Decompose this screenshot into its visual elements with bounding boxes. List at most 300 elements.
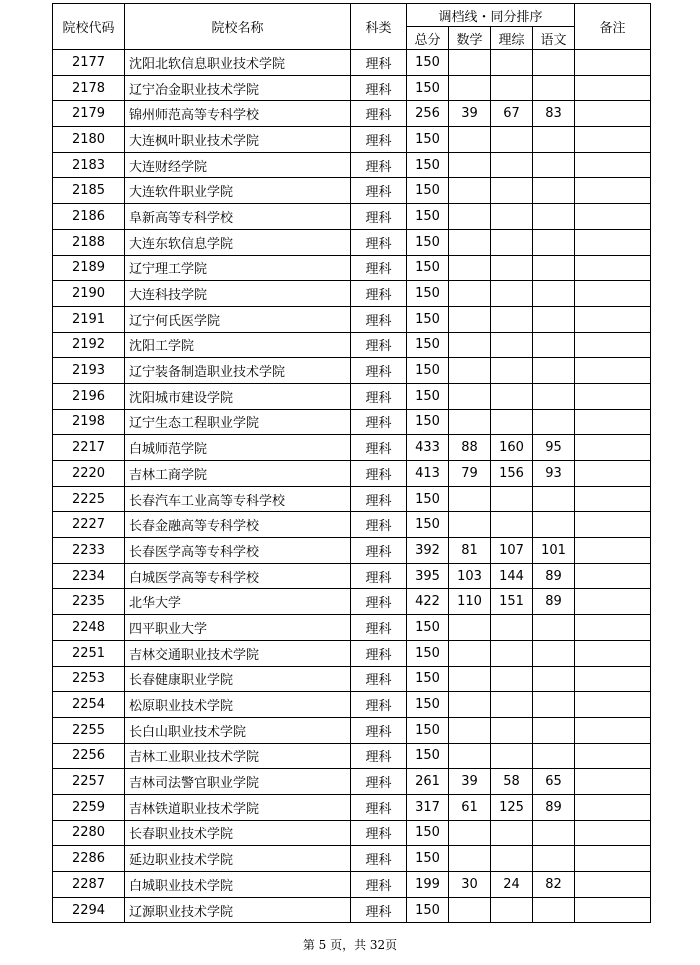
cell-type: 理科 <box>351 435 407 461</box>
cell-name: 吉林司法警官职业学院 <box>125 769 351 795</box>
cell-name: 白城师范学院 <box>125 435 351 461</box>
cell-code: 2248 <box>53 615 125 641</box>
cell-chinese <box>533 50 575 76</box>
cell-type: 理科 <box>351 717 407 743</box>
cell-code: 2255 <box>53 717 125 743</box>
cell-code: 2193 <box>53 358 125 384</box>
cell-name: 大连科技学院 <box>125 281 351 307</box>
cell-sci: 144 <box>491 563 533 589</box>
cell-chinese <box>533 640 575 666</box>
cell-name: 四平职业大学 <box>125 615 351 641</box>
cell-math <box>449 152 491 178</box>
table-row <box>53 75 651 101</box>
table-row <box>53 229 651 255</box>
cell-code: 2177 <box>53 50 125 76</box>
cell-total: 150 <box>407 897 449 923</box>
cell-note <box>575 50 651 76</box>
cell-sci <box>491 152 533 178</box>
cell-name: 松原职业技术学院 <box>125 692 351 718</box>
cell-note <box>575 229 651 255</box>
cell-name: 沈阳工学院 <box>125 332 351 358</box>
cell-math: 103 <box>449 563 491 589</box>
cell-total: 150 <box>407 409 449 435</box>
header-score-group: 调档线・同分排序 <box>407 4 575 27</box>
header-type: 科类 <box>351 4 407 50</box>
cell-code: 2179 <box>53 101 125 127</box>
cell-note <box>575 538 651 564</box>
cell-sci <box>491 358 533 384</box>
header-total: 总分 <box>407 27 449 50</box>
cell-chinese <box>533 692 575 718</box>
table-row <box>53 152 651 178</box>
cell-total: 433 <box>407 435 449 461</box>
cell-note <box>575 872 651 898</box>
cell-name: 辽源职业技术学院 <box>125 897 351 923</box>
cell-code: 2235 <box>53 589 125 615</box>
cell-chinese: 89 <box>533 589 575 615</box>
cell-math <box>449 50 491 76</box>
cell-name: 北华大学 <box>125 589 351 615</box>
cell-math <box>449 383 491 409</box>
cell-name: 大连枫叶职业技术学院 <box>125 127 351 153</box>
cell-code: 2192 <box>53 332 125 358</box>
table-row <box>53 127 651 153</box>
cell-chinese <box>533 486 575 512</box>
cell-note <box>575 794 651 820</box>
cell-math <box>449 512 491 538</box>
cell-code: 2185 <box>53 178 125 204</box>
cell-math: 79 <box>449 461 491 487</box>
cell-note <box>575 435 651 461</box>
cell-math <box>449 615 491 641</box>
cell-note <box>575 306 651 332</box>
cell-math <box>449 666 491 692</box>
cell-name: 大连软件职业学院 <box>125 178 351 204</box>
cell-name: 长春医学高等专科学校 <box>125 538 351 564</box>
cell-total: 150 <box>407 229 449 255</box>
cell-total: 150 <box>407 692 449 718</box>
table-row <box>53 820 651 846</box>
cell-sci <box>491 229 533 255</box>
admission-score-table <box>52 3 651 923</box>
cell-name: 大连东软信息学院 <box>125 229 351 255</box>
cell-code: 2256 <box>53 743 125 769</box>
cell-chinese <box>533 717 575 743</box>
cell-math: 61 <box>449 794 491 820</box>
cell-code: 2233 <box>53 538 125 564</box>
cell-total: 150 <box>407 332 449 358</box>
cell-math <box>449 204 491 230</box>
cell-name: 锦州师范高等专科学校 <box>125 101 351 127</box>
cell-name: 辽宁生态工程职业学院 <box>125 409 351 435</box>
cell-chinese: 95 <box>533 435 575 461</box>
cell-note <box>575 589 651 615</box>
cell-math: 39 <box>449 769 491 795</box>
cell-code: 2227 <box>53 512 125 538</box>
cell-chinese <box>533 178 575 204</box>
cell-chinese: 65 <box>533 769 575 795</box>
cell-chinese <box>533 75 575 101</box>
cell-type: 理科 <box>351 50 407 76</box>
cell-type: 理科 <box>351 615 407 641</box>
cell-total: 150 <box>407 75 449 101</box>
header-note: 备注 <box>575 4 651 50</box>
cell-sci <box>491 75 533 101</box>
cell-total: 150 <box>407 306 449 332</box>
cell-note <box>575 75 651 101</box>
cell-math <box>449 743 491 769</box>
cell-name: 沈阳城市建设学院 <box>125 383 351 409</box>
cell-chinese <box>533 743 575 769</box>
cell-total: 150 <box>407 152 449 178</box>
cell-sci <box>491 204 533 230</box>
cell-sci <box>491 281 533 307</box>
cell-total: 150 <box>407 281 449 307</box>
cell-type: 理科 <box>351 486 407 512</box>
header-math: 数学 <box>449 27 491 50</box>
cell-total: 256 <box>407 101 449 127</box>
cell-total: 150 <box>407 486 449 512</box>
cell-note <box>575 127 651 153</box>
cell-name: 辽宁装备制造职业技术学院 <box>125 358 351 384</box>
cell-sci <box>491 486 533 512</box>
cell-total: 199 <box>407 872 449 898</box>
cell-type: 理科 <box>351 152 407 178</box>
table-row <box>53 461 651 487</box>
cell-type: 理科 <box>351 538 407 564</box>
cell-name: 阜新高等专科学校 <box>125 204 351 230</box>
cell-chinese <box>533 820 575 846</box>
cell-sci <box>491 383 533 409</box>
cell-sci: 125 <box>491 794 533 820</box>
cell-chinese <box>533 409 575 435</box>
cell-total: 413 <box>407 461 449 487</box>
cell-note <box>575 101 651 127</box>
cell-sci <box>491 255 533 281</box>
cell-name: 白城医学高等专科学校 <box>125 563 351 589</box>
cell-code: 2280 <box>53 820 125 846</box>
cell-type: 理科 <box>351 306 407 332</box>
cell-total: 150 <box>407 50 449 76</box>
cell-sci <box>491 692 533 718</box>
table-row <box>53 897 651 923</box>
header-code: 院校代码 <box>53 4 125 50</box>
cell-math <box>449 127 491 153</box>
cell-total: 150 <box>407 640 449 666</box>
cell-code: 2287 <box>53 872 125 898</box>
cell-name: 长白山职业技术学院 <box>125 717 351 743</box>
cell-sci: 156 <box>491 461 533 487</box>
cell-type: 理科 <box>351 332 407 358</box>
cell-sci: 151 <box>491 589 533 615</box>
cell-type: 理科 <box>351 255 407 281</box>
cell-sci <box>491 50 533 76</box>
cell-math <box>449 897 491 923</box>
table-row <box>53 178 651 204</box>
cell-sci <box>491 717 533 743</box>
cell-code: 2254 <box>53 692 125 718</box>
cell-note <box>575 152 651 178</box>
cell-code: 2183 <box>53 152 125 178</box>
cell-note <box>575 383 651 409</box>
cell-total: 392 <box>407 538 449 564</box>
cell-total: 150 <box>407 127 449 153</box>
cell-note <box>575 178 651 204</box>
cell-code: 2191 <box>53 306 125 332</box>
page-footer: 第 5 页，共 32页 <box>302 938 398 952</box>
cell-total: 150 <box>407 204 449 230</box>
cell-note <box>575 846 651 872</box>
cell-name: 长春金融高等专科学校 <box>125 512 351 538</box>
cell-sci <box>491 743 533 769</box>
cell-chinese: 93 <box>533 461 575 487</box>
cell-math: 110 <box>449 589 491 615</box>
cell-code: 2259 <box>53 794 125 820</box>
cell-chinese <box>533 358 575 384</box>
table-row <box>53 872 651 898</box>
table-row <box>53 717 651 743</box>
cell-chinese <box>533 512 575 538</box>
cell-note <box>575 717 651 743</box>
cell-math <box>449 281 491 307</box>
table-row <box>53 306 651 332</box>
cell-note <box>575 281 651 307</box>
cell-code: 2196 <box>53 383 125 409</box>
cell-sci <box>491 846 533 872</box>
cell-total: 150 <box>407 255 449 281</box>
cell-type: 理科 <box>351 512 407 538</box>
cell-name: 辽宁何氏医学院 <box>125 306 351 332</box>
cell-total: 150 <box>407 717 449 743</box>
header-sci: 理综 <box>491 27 533 50</box>
cell-name: 长春职业技术学院 <box>125 820 351 846</box>
cell-total: 395 <box>407 563 449 589</box>
cell-type: 理科 <box>351 897 407 923</box>
cell-code: 2257 <box>53 769 125 795</box>
table-row <box>53 769 651 795</box>
cell-total: 150 <box>407 846 449 872</box>
cell-sci: 160 <box>491 435 533 461</box>
cell-note <box>575 640 651 666</box>
cell-chinese <box>533 615 575 641</box>
table-row <box>53 666 651 692</box>
table-header <box>53 4 651 50</box>
cell-sci: 67 <box>491 101 533 127</box>
cell-code: 2189 <box>53 255 125 281</box>
cell-chinese: 82 <box>533 872 575 898</box>
cell-chinese <box>533 229 575 255</box>
cell-math: 39 <box>449 101 491 127</box>
cell-math: 88 <box>449 435 491 461</box>
cell-name: 延边职业技术学院 <box>125 846 351 872</box>
cell-code: 2294 <box>53 897 125 923</box>
cell-type: 理科 <box>351 589 407 615</box>
cell-chinese <box>533 306 575 332</box>
cell-name: 辽宁冶金职业技术学院 <box>125 75 351 101</box>
table-body <box>53 50 651 923</box>
cell-math <box>449 820 491 846</box>
cell-type: 理科 <box>351 794 407 820</box>
cell-math <box>449 306 491 332</box>
cell-code: 2220 <box>53 461 125 487</box>
cell-note <box>575 666 651 692</box>
cell-type: 理科 <box>351 229 407 255</box>
cell-note <box>575 897 651 923</box>
cell-code: 2251 <box>53 640 125 666</box>
cell-total: 261 <box>407 769 449 795</box>
cell-chinese <box>533 255 575 281</box>
cell-type: 理科 <box>351 383 407 409</box>
cell-sci <box>491 332 533 358</box>
cell-type: 理科 <box>351 692 407 718</box>
table-row <box>53 846 651 872</box>
table-row <box>53 383 651 409</box>
cell-chinese <box>533 897 575 923</box>
table-row <box>53 255 651 281</box>
cell-note <box>575 486 651 512</box>
cell-name: 吉林工业职业技术学院 <box>125 743 351 769</box>
cell-total: 317 <box>407 794 449 820</box>
cell-type: 理科 <box>351 178 407 204</box>
table-row <box>53 743 651 769</box>
cell-chinese <box>533 281 575 307</box>
table-row <box>53 332 651 358</box>
table-row <box>53 692 651 718</box>
cell-math <box>449 409 491 435</box>
table-row <box>53 615 651 641</box>
cell-code: 2188 <box>53 229 125 255</box>
cell-type: 理科 <box>351 461 407 487</box>
table-row <box>53 512 651 538</box>
cell-note <box>575 820 651 846</box>
cell-total: 150 <box>407 512 449 538</box>
table-row <box>53 358 651 384</box>
cell-total: 150 <box>407 178 449 204</box>
cell-chinese: 89 <box>533 563 575 589</box>
cell-name: 吉林工商学院 <box>125 461 351 487</box>
cell-note <box>575 332 651 358</box>
cell-math <box>449 717 491 743</box>
table-row <box>53 486 651 512</box>
cell-sci <box>491 127 533 153</box>
cell-total: 422 <box>407 589 449 615</box>
cell-chinese <box>533 152 575 178</box>
cell-code: 2186 <box>53 204 125 230</box>
cell-chinese: 101 <box>533 538 575 564</box>
cell-type: 理科 <box>351 281 407 307</box>
cell-code: 2234 <box>53 563 125 589</box>
table-row <box>53 640 651 666</box>
cell-total: 150 <box>407 743 449 769</box>
table-row <box>53 101 651 127</box>
cell-type: 理科 <box>351 563 407 589</box>
cell-math: 81 <box>449 538 491 564</box>
cell-math <box>449 255 491 281</box>
cell-name: 长春汽车工业高等专科学校 <box>125 486 351 512</box>
table-row <box>53 409 651 435</box>
cell-sci <box>491 512 533 538</box>
cell-chinese <box>533 846 575 872</box>
cell-chinese <box>533 666 575 692</box>
cell-type: 理科 <box>351 666 407 692</box>
cell-math <box>449 358 491 384</box>
cell-total: 150 <box>407 383 449 409</box>
cell-note <box>575 615 651 641</box>
cell-name: 吉林铁道职业技术学院 <box>125 794 351 820</box>
cell-type: 理科 <box>351 101 407 127</box>
table-row <box>53 435 651 461</box>
cell-name: 长春健康职业学院 <box>125 666 351 692</box>
table-row <box>53 794 651 820</box>
cell-type: 理科 <box>351 409 407 435</box>
cell-note <box>575 255 651 281</box>
cell-total: 150 <box>407 358 449 384</box>
cell-sci <box>491 615 533 641</box>
cell-type: 理科 <box>351 872 407 898</box>
cell-sci <box>491 306 533 332</box>
cell-type: 理科 <box>351 820 407 846</box>
cell-note <box>575 461 651 487</box>
table-row <box>53 563 651 589</box>
cell-note <box>575 743 651 769</box>
header-name: 院校名称 <box>125 4 351 50</box>
cell-type: 理科 <box>351 204 407 230</box>
cell-name: 辽宁理工学院 <box>125 255 351 281</box>
cell-code: 2217 <box>53 435 125 461</box>
cell-code: 2190 <box>53 281 125 307</box>
cell-sci <box>491 640 533 666</box>
cell-math <box>449 332 491 358</box>
cell-name: 吉林交通职业技术学院 <box>125 640 351 666</box>
cell-code: 2286 <box>53 846 125 872</box>
cell-type: 理科 <box>351 358 407 384</box>
cell-note <box>575 358 651 384</box>
cell-code: 2178 <box>53 75 125 101</box>
cell-chinese <box>533 383 575 409</box>
cell-math <box>449 229 491 255</box>
cell-chinese: 83 <box>533 101 575 127</box>
cell-math <box>449 640 491 666</box>
cell-type: 理科 <box>351 846 407 872</box>
cell-total: 150 <box>407 615 449 641</box>
cell-note <box>575 769 651 795</box>
cell-math <box>449 178 491 204</box>
table-row <box>53 204 651 230</box>
cell-name: 大连财经学院 <box>125 152 351 178</box>
cell-sci <box>491 409 533 435</box>
header-chinese: 语文 <box>533 27 575 50</box>
cell-total: 150 <box>407 666 449 692</box>
cell-name: 白城职业技术学院 <box>125 872 351 898</box>
cell-name: 沈阳北软信息职业技术学院 <box>125 50 351 76</box>
cell-sci <box>491 897 533 923</box>
cell-math <box>449 846 491 872</box>
cell-type: 理科 <box>351 640 407 666</box>
cell-math <box>449 692 491 718</box>
cell-note <box>575 563 651 589</box>
cell-note <box>575 692 651 718</box>
cell-code: 2198 <box>53 409 125 435</box>
cell-code: 2180 <box>53 127 125 153</box>
cell-note <box>575 512 651 538</box>
cell-sci: 24 <box>491 872 533 898</box>
cell-code: 2253 <box>53 666 125 692</box>
cell-chinese <box>533 127 575 153</box>
cell-chinese <box>533 332 575 358</box>
cell-note <box>575 409 651 435</box>
cell-math <box>449 486 491 512</box>
table-row <box>53 538 651 564</box>
